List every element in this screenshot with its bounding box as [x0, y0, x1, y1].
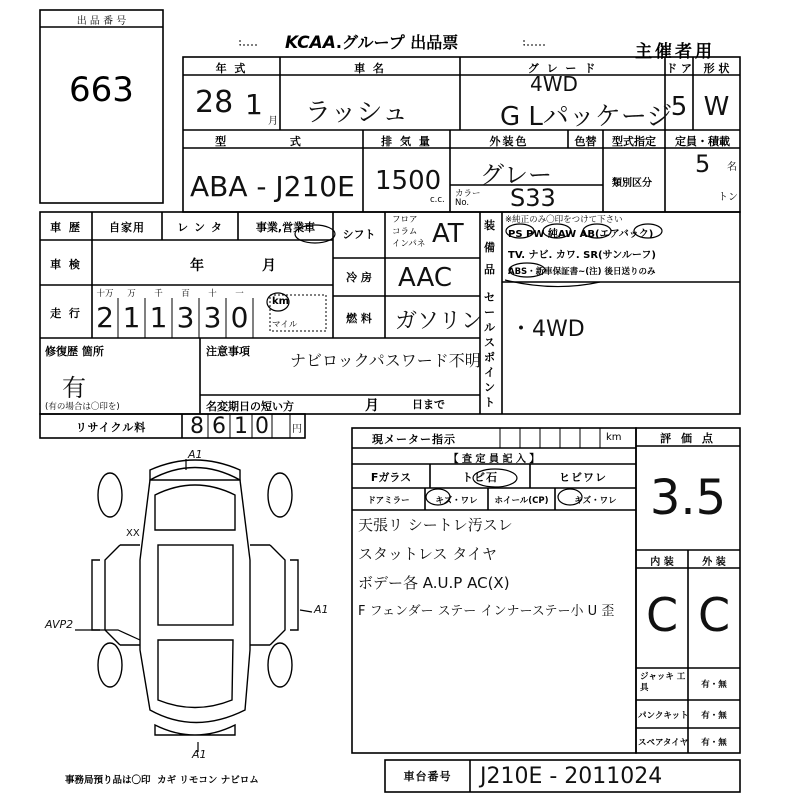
recycle-unit: 円	[292, 424, 302, 435]
inspection-label: 車 検	[50, 258, 82, 271]
displacement-unit: c.c.	[430, 195, 445, 205]
chassis-label: 車台番号	[403, 770, 452, 783]
equipment-note: ※純正のみ〇印をつけて下さい	[505, 215, 623, 225]
capacity-unit: 名	[727, 162, 737, 173]
doors-value: 5	[670, 92, 688, 122]
exterior-color-label: 外装色	[489, 135, 529, 148]
history-rental: レ ン タ	[177, 221, 223, 234]
meter-label: 現メーター指示	[372, 433, 456, 446]
recycle-label: リサイクル料	[75, 421, 147, 434]
mileage-unit-10: 十	[208, 289, 217, 299]
office-items: 事務局預り品は〇印 カギ リモコン ナビロム	[65, 775, 259, 786]
shift-panel: インパネ	[392, 239, 426, 249]
color-number-label: カラー No.	[455, 189, 481, 208]
name-change-month: 月	[365, 398, 381, 414]
model-label: 型 式	[215, 135, 331, 148]
sales-point-value: ・4WD	[510, 317, 585, 342]
recycle-digit: 8	[190, 414, 204, 439]
name-change-day: 日まで	[412, 398, 445, 411]
spare-tire-label: スペアタイヤ	[638, 738, 689, 748]
repair-value: 有	[62, 374, 86, 402]
fuel-value: ガソリン	[395, 309, 484, 334]
km-unit: km	[272, 296, 290, 307]
shift-label: シフト	[342, 228, 376, 241]
mile-unit: マイル	[272, 320, 298, 330]
grade-value: G Lパッケージ	[500, 102, 673, 132]
shift-value: AT	[432, 219, 464, 249]
exterior-color-value: グレー	[480, 161, 552, 189]
inspector-note: ボデー各 A.U.P AC(X)	[358, 574, 510, 592]
inspection-year: 年	[190, 258, 206, 274]
equipment-side-label: 装備品	[484, 219, 495, 276]
ac-value: AAC	[398, 263, 452, 293]
mileage-unit-1k: 千	[154, 289, 163, 299]
repair-note: (有の場合は〇印を)	[45, 402, 120, 412]
doors-label: ド ア	[666, 62, 692, 75]
interior-value: C	[645, 588, 679, 642]
year-value: 28	[195, 85, 234, 120]
color-number-value: S33	[510, 184, 556, 212]
month-value: 1	[245, 88, 263, 121]
shift-column: コラム	[392, 227, 418, 237]
mileage-unit-100: 百	[181, 289, 190, 299]
equipment-line-2: TV. ナビ. カワ. SR(サンルーフ)	[508, 250, 656, 261]
model-value: ABA - J210E	[190, 170, 355, 203]
notes-label: 注意事項	[206, 345, 250, 358]
lot-number-label: 出 品 番 号	[76, 16, 127, 27]
rating-value: 3.5	[649, 470, 727, 526]
mileage-label: 走 行	[50, 307, 82, 320]
history-private: 自家用	[109, 221, 145, 234]
car-diagram	[92, 460, 298, 735]
shape-label: 形 状	[703, 62, 730, 75]
puncture-kit-options: 有・無	[701, 711, 727, 721]
damage-mark-rear: A1	[192, 748, 207, 761]
displacement-value: 1500	[375, 166, 442, 196]
color-change-label: 色替	[574, 135, 597, 148]
wheel-label: ホイール(CP)	[494, 496, 549, 506]
mileage-digit: 3	[203, 301, 222, 334]
glass-label: Fガラス	[370, 471, 412, 484]
grade-drive: 4WD	[530, 72, 578, 96]
damage-mark-front: A1	[188, 448, 203, 461]
lot-number: 663	[69, 70, 134, 110]
meter-unit: km	[606, 432, 622, 443]
mileage-unit-10k: 万	[127, 289, 136, 299]
glass-crack: ヒビワレ	[559, 471, 607, 484]
notes-value: ナビロックパスワード不明	[290, 351, 481, 370]
equipment-line-1: PS PW 純AW AB(エアバック)	[508, 229, 654, 240]
month-unit: 月	[268, 116, 278, 127]
mirror-options: キズ・ワレ	[435, 496, 478, 506]
inspector-note: 天張リ シートレ汚スレ	[358, 516, 513, 534]
mirror-label: ドアミラー	[367, 496, 410, 506]
recycle-digit: 0	[255, 414, 269, 439]
wheel-options: キズ・ワレ	[574, 496, 617, 506]
capacity-value: 5	[695, 150, 711, 178]
mileage-digit: 2	[96, 301, 114, 334]
mileage-digit: 0	[230, 301, 249, 334]
name-change-label: 名変期日の短い方	[206, 400, 294, 413]
inspector-note: スタットレス タイヤ	[358, 545, 498, 563]
rating-label: 評 価 点	[660, 432, 716, 445]
shape-value: W	[703, 92, 730, 122]
fuel-label: 燃 料	[346, 312, 372, 325]
spare-tire-options: 有・無	[701, 738, 727, 748]
inspector-note: F フェンダー ステー インナーステー小 U 歪	[358, 604, 615, 619]
mileage-unit-100k: 十万	[96, 289, 114, 299]
interior-label: 内 装	[650, 557, 674, 568]
mileage-digit: 3	[176, 301, 195, 334]
displacement-label: 排 気 量	[381, 135, 432, 148]
exterior-label: 外 装	[702, 557, 726, 568]
year-label: 年 式	[215, 62, 248, 75]
damage-mark-right: A1	[314, 603, 329, 616]
history-business: 事業,営業車	[255, 221, 316, 234]
equipment-line-3: ABS・新車保証書~(注) 後日送りのみ	[508, 267, 656, 277]
chassis-value: J210E - 2011024	[480, 764, 663, 789]
jack-label: ジャッキ 工 具	[640, 672, 686, 693]
mileage-digit: 1	[149, 301, 168, 334]
recycle-digit: 1	[234, 414, 248, 439]
model-designation-label: 型式指定	[612, 135, 656, 148]
puncture-kit-label: パンクキット	[638, 711, 689, 721]
ton-unit: トン	[718, 192, 738, 203]
jack-options: 有・無	[701, 680, 727, 690]
damage-mark-left-front: XX	[126, 528, 140, 539]
mileage-unit-1: 一	[235, 289, 244, 299]
brand-logo: KCAA	[285, 33, 336, 53]
ac-label: 冷 房	[346, 271, 372, 284]
organizer-label: 主催者用	[635, 42, 715, 62]
car-name-label: 車 名	[354, 62, 386, 75]
category-label: 類別区分	[612, 178, 652, 189]
mileage-digit: 1	[122, 301, 141, 334]
glass-chip: トビ石	[462, 471, 498, 484]
form-title	[285, 30, 458, 53]
inspection-month: 月	[262, 258, 278, 274]
capacity-label: 定員・積載	[675, 135, 730, 148]
form-title-text: .グループ 出品票	[335, 33, 459, 52]
repair-label: 修復歴 箇所	[45, 345, 104, 358]
recycle-digit: 6	[212, 414, 226, 439]
car-name-value: ラッシュ	[305, 98, 408, 128]
sales-point-label: セールスポイント	[484, 291, 495, 409]
inspector-section-label: 【 査 定 員 記 入 】	[448, 454, 540, 465]
exterior-value: C	[697, 588, 731, 642]
history-label: 車 歴	[50, 221, 82, 234]
damage-mark-left: AVP2	[45, 618, 74, 631]
shift-floor: フロア	[392, 215, 418, 225]
grade-label: グ レ ー ド	[527, 62, 598, 75]
